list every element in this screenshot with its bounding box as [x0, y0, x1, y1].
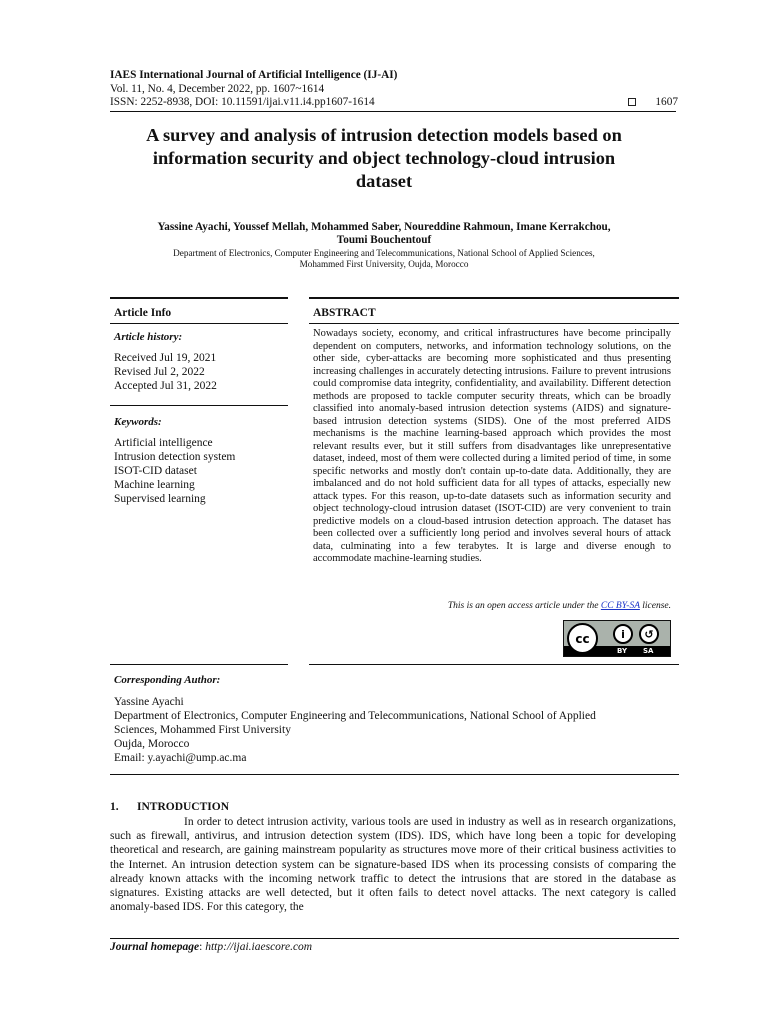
- abstract-heading: ABSTRACT: [313, 307, 376, 319]
- cc-by-sa-badge[interactable]: [563, 620, 671, 657]
- history-received: Received Jul 19, 2021: [114, 352, 217, 364]
- share-alike-icon: ↺: [639, 624, 659, 644]
- journal-name: IAES International Journal of Artificial Intelligence (IJ-AI): [110, 69, 398, 81]
- title-line-3: dataset: [355, 171, 413, 191]
- keyword-item: Intrusion detection system: [114, 451, 236, 463]
- corresponding-bottom-rule: [110, 774, 679, 775]
- journal-header: [110, 69, 680, 110]
- cc-sa-label: SA: [643, 647, 654, 655]
- license-suffix: license.: [639, 601, 671, 611]
- title-line-2: information security and object technology-cloud intrusion: [152, 148, 616, 168]
- corresponding-dept-line-2: Sciences, Mohammed First University: [114, 724, 291, 736]
- keywords-heading: Keywords:: [114, 416, 162, 428]
- keyword-item: Artificial intelligence: [114, 437, 213, 449]
- journal-homepage-link[interactable]: http://ijai.iaescore.com: [205, 941, 313, 953]
- page-box-icon: [628, 98, 636, 106]
- section-title: INTRODUCTION: [137, 801, 230, 813]
- keyword-item: ISOT-CID dataset: [114, 465, 197, 477]
- article-history-heading: Article history:: [114, 331, 183, 343]
- page-footer: [110, 941, 312, 953]
- corresponding-author-heading: Corresponding Author:: [114, 674, 221, 686]
- affiliation-line-1: Department of Electronics, Computer Engineering and Telecommunications, National School of Applied Sciences,: [173, 248, 595, 258]
- issn-row: [110, 96, 680, 110]
- article-info-bottom-rule: [110, 664, 288, 665]
- affiliation-line-2: Mohammed First University, Oujda, Morocco: [299, 259, 469, 270]
- cc-by-label: BY: [617, 647, 628, 655]
- license-prefix: This is an open access article under the: [447, 601, 601, 611]
- affiliation: [100, 248, 668, 270]
- footer-separator: :: [199, 941, 206, 953]
- page-number: 1607: [655, 96, 678, 109]
- cc-license-link[interactable]: CC BY-SA: [600, 601, 640, 611]
- title-line-1: A survey and analysis of intrusion detection models based on: [146, 125, 622, 145]
- header-rule: [110, 111, 676, 112]
- authors-line-2: Toumi Bouchentouf: [336, 234, 432, 247]
- creative-commons-icon: cc: [567, 623, 598, 654]
- author-list: [100, 221, 668, 248]
- corresponding-email: Email: y.ayachi@ump.ac.ma: [114, 752, 247, 764]
- keyword-item: Machine learning: [114, 479, 195, 491]
- history-accepted: Accepted Jul 31, 2022: [114, 380, 217, 392]
- keywords-list: [114, 436, 235, 506]
- corresponding-name: Yassine Ayachi: [114, 696, 184, 708]
- issn-line: ISSN: 2252-8938, DOI: 10.11591/ijai.v11.i4.pp1607-1614: [110, 96, 375, 109]
- corresponding-author-block: [114, 695, 674, 765]
- abstract-body: Nowadays society, economy, and critical infrastructures have become principally dependent on computers, networks, and information technology solutions, on the other side, cyber-attacks are becoming more sophisticated and thus presenting increasing challenges in accurately detecting intrusions. Failure to prevent intrusions could compromise data integrity, confidentiality, and availability. Different detection methods are proposed to tackle computer security threats, which can be broadly classified into anomaly-based intrusion detection systems (AIDS) and signature-based intrusion detection systems (SIDS). One of the most preferred AIDS mechanisms is the machine learning-based approach which provides the most relevant results ever, but it still suffers from disadvantages like unrepresentative dataset, indeed, most of them were collected during a limited period of time, in some specific networks and mostly don't contain up-to-date data. Additionally, they are imbalanced and do not hold sufficient data for all types of attacks, especially new attack types. For this reason, up-to-date datasets such as information security and object technology-cloud intrusion dataset (ISOT-CID) are very convenient to train predictive models on a cloud-based intrusion detection approach. The dataset has been collected over a sufficiently long period and involves several hours of attack data, culminating into a few terabytes. It is large and diverse enough to accommodate machine-learning studies.: [313, 328, 671, 564]
- abstract-top-rule: [309, 297, 679, 299]
- article-info-top-rule: [110, 297, 288, 299]
- abstract-rule: [309, 323, 679, 324]
- license-note: [313, 601, 671, 611]
- article-info-rule: [110, 323, 288, 324]
- footer-rule: [110, 938, 679, 939]
- corresponding-city: Oujda, Morocco: [114, 738, 190, 750]
- paper-title: [100, 124, 668, 193]
- section-heading-introduction: [110, 801, 229, 813]
- history-rule: [110, 405, 288, 406]
- section-number: 1.: [110, 801, 119, 813]
- attribution-icon: i: [613, 624, 633, 644]
- corresponding-dept-line-1: Department of Electronics, Computer Engineering and Telecommunications, National School of Applied: [114, 710, 596, 722]
- history-revised: Revised Jul 2, 2022: [114, 366, 205, 378]
- keyword-item: Supervised learning: [114, 493, 206, 505]
- footer-label: Journal homepage: [110, 941, 200, 953]
- article-history-list: [114, 351, 217, 393]
- abstract-bottom-rule: [309, 664, 679, 665]
- volume-line: Vol. 11, No. 4, December 2022, pp. 1607~1614: [110, 82, 325, 95]
- introduction-body: In order to detect intrusion activity, various tools are used in industry as well as in research organizations, such as firewall, antivirus, and intrusion detection system (IDS). IDS, which have long been a topic for developing theoretical and research, are gaining mainstream popularity as structures move more of their critical business activities to the Internet. An intrusion detection system can be signature-based IDS when its processing consists of comparing the already known attacks with the incoming network traffic to detect the intrusions that are stored in the database as signatures. Existing attacks are well detected, but it often fails to detect novel attacks. The next category is called anomaly-based IDS. For this category, the: [110, 816, 676, 914]
- article-info-heading: Article Info: [114, 307, 172, 319]
- authors-line-1: Yassine Ayachi, Youssef Mellah, Mohammed Saber, Noureddine Rahmoun, Imane Kerrakchou,: [157, 221, 611, 233]
